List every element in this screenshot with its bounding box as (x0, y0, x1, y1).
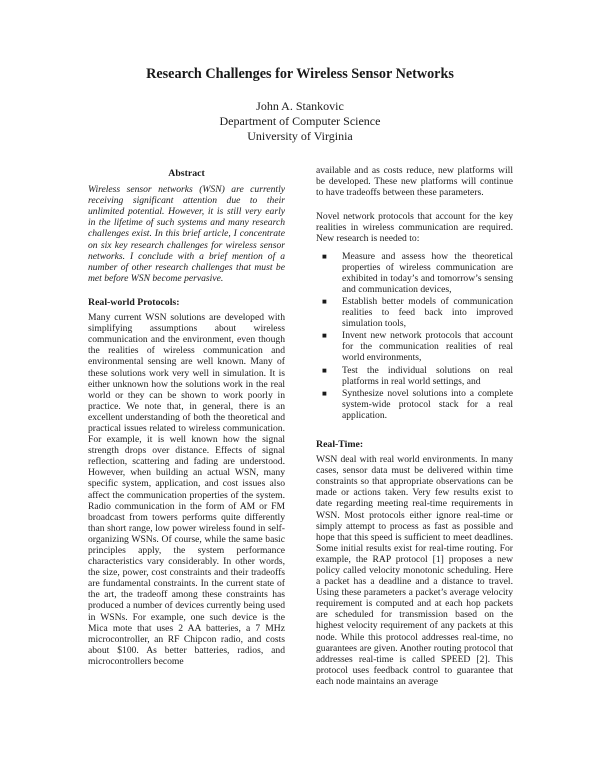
list-item: ■ Test the individual solutions on real platforms in real world settings, and (322, 364, 513, 387)
list-item: ■ Measure and assess how the theoretical properties of wireless communication are exhibited in today’s and tomorrow’s sensing and communication devices, (322, 250, 513, 295)
list-item: ■ Synthesize novel solutions into a complete system-wide protocol stack for a real application. (322, 387, 513, 421)
bullet-icon: ■ (322, 331, 327, 341)
real-world-continued-paragraph: available and as costs reduce, new platforms will be developed. These new platforms will continue to have tradeoffs between these parameters. (316, 165, 513, 199)
list-item: ■ Establish better models of communication realities to feed back into improved simulation tools, (322, 295, 513, 330)
right-column (316, 165, 513, 687)
section-heading-real-world: Real-world Protocols: (88, 296, 180, 308)
paragraph-gap (316, 198, 513, 211)
list-item: ■ Invent new network protocols that account for the communication realities of real world environments, (322, 330, 513, 364)
bullet-icon: ■ (322, 365, 327, 375)
author-department: Department of Computer Science (219, 114, 381, 128)
novel-protocols-intro: Novel network protocols that account for the key realities in wireless communication are required. New research is needed to: (316, 211, 513, 245)
abstract-text: Wireless sensor networks (WSN) are currently receiving significant attention due to their unlimited potential. However, it is still very early in the lifetime of such systems and many research challenges exist. In this brief article, I concentrate on six key research challenges for wireless sensor networks. I conclude with a brief mention of a number of other research challenges that must be met before WSN become pervasive. (88, 184, 285, 284)
bullet-icon: ■ (322, 388, 327, 398)
real-world-paragraph: Many current WSN solutions are developed with simplifying assumptions about wireless communication and the environment, even though the realities of wireless communication and environmental sensing are well known. Many of these solutions work very well in simulation. It is either unknown how the solutions work in the real world or they can be shown to work poorly in practice. We note that, in general, there is an excellent understanding of both the theoretical and practical issues related to wireless communication. For example, it is well known how the signal strength drops over distance. Effects of signal reflection, scattering and fading are understood. However, when building an actual WSN, many specific system, application, and cost issues also affect the communication properties of the system. Radio communication in the form of AM or FM broadcast from towers performs quite differently than short range, low power wireless found in self-organizing WSNs. Of course, while the same basic principles apply, the system performance characteristics vary considerably. In other words, the size, power, cost constraints and their tradeoffs are fundamental constraints. In the current state of the art, the tradeoff among these constraints has produced a number of devices currently being used in WSNs. For example, one such device is the Mica mote that uses 2 AA batteries, a 7 MHz microcontroller, an RF Chipcon radio, and costs about $100. As better batteries, radios, and microcontrollers become (88, 312, 285, 667)
author-university: University of Virginia (247, 129, 353, 143)
author-name: John A. Stankovic (256, 99, 344, 113)
research-needs-list (316, 251, 513, 421)
left-column (88, 168, 285, 667)
bullet-icon: ■ (322, 296, 327, 306)
real-time-paragraph: WSN deal with real world environments. In many cases, sensor data must be delivered within time constraints so that appropriate observations can be made or actions taken. Very few results exist to date regarding meeting real-time requirements in WSN. Most protocols either ignore real-time or simply attempt to process as fast as possible and hope that this speed is sufficient to meet deadlines. Some initial results exist for real-time routing. For example, the RAP protocol [1] proposes a new policy called velocity monotonic scheduling. Here a packet has a deadline and a distance to travel. Using these parameters a packet’s average velocity requirement is computed and at each hop packets are scheduled for transmission based on the highest velocity requirement of any packets at this node. While this protocol addresses real-time, no guarantees are given. Another routing protocol that addresses real-time is called SPEED [2]. This protocol uses feedback control to guarantee that each node maintains an average (316, 454, 513, 687)
section-heading-real-time: Real-Time: (316, 438, 364, 450)
bullet-icon: ■ (322, 251, 327, 261)
paper-title: Research Challenges for Wireless Sensor Networks (146, 66, 454, 82)
abstract-heading: Abstract (168, 168, 205, 179)
